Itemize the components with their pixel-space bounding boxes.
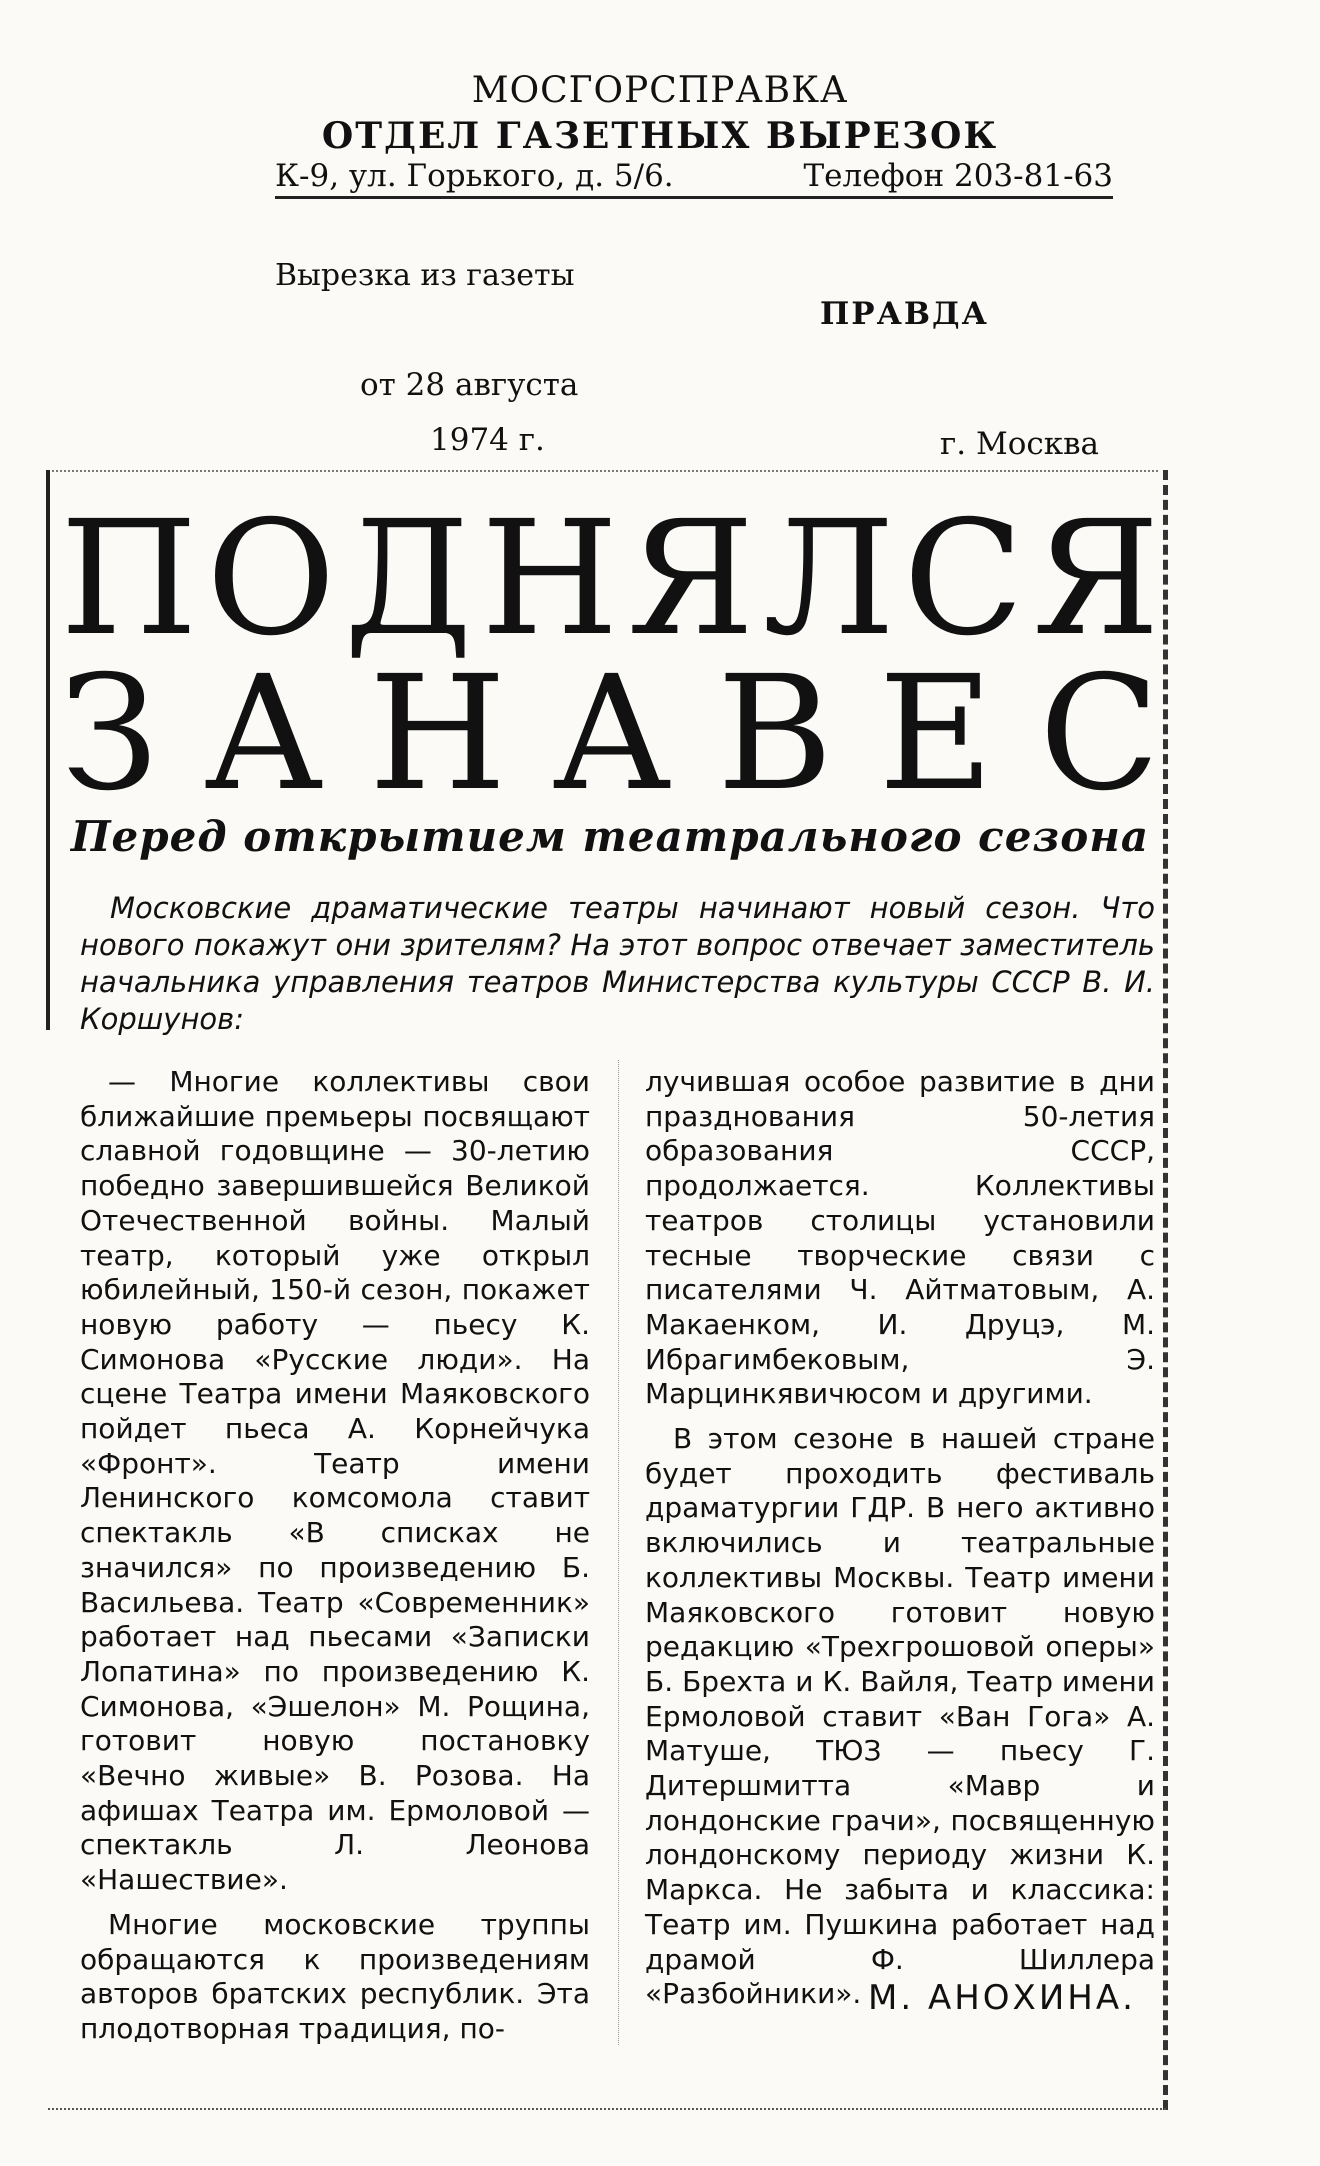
clipping-year: 1974 г.	[430, 422, 545, 458]
headline-letter: П	[60, 487, 198, 671]
top-cut-line	[48, 470, 1158, 474]
headline-letter: Я	[626, 487, 755, 671]
column-divider	[618, 1060, 619, 2045]
headline-letter: О	[206, 487, 336, 671]
right-cut-line	[1163, 470, 1168, 2110]
headline-letter: Д	[344, 487, 473, 671]
service-name: МОСГОРСПРАВКА	[471, 70, 849, 111]
headline-letter: Н	[480, 487, 619, 671]
paragraph: — Многие коллективы свои ближайшие премьеры посвящают славной годовщине — 30-летию победно завершившейся Великой Отечественной войны. Малый театр, который уже открыл юбилейный, 150-й сезон, покажет новую работу — пьесу К. Симонова «Русские люди». На сцене Театра имени Маяковского пойдет пьеса А. Корнейчука «Фронт». Театр имени Ленинского комсомола ставит спектакль «В списках не значился» по произведению Б. Васильева. Театр «Современник» работает над пьесами «Записки Лопатина» по произведению К. Симонова, «Эшелон» М. Рощина, готовит новую постановку «Вечно живые» В. Розова. На афишах Театра им. Ермоловой — спектакль Л. Леонова «Нашествие».	[80, 1065, 590, 1897]
headline-line-1	[60, 487, 1160, 671]
headline-letter: Н	[368, 642, 507, 826]
headline-letter: Л	[762, 487, 895, 671]
paragraph: В этом сезоне в нашей стране будет проходить фестиваль драматургии ГДР. В него активно включились и театральные коллективы Москвы. Театр имени Маяковского готовит новую редакцию «Трехгрошовой оперы» Б. Брехта и К. Вайля, Театр имени Ермоловой ставит «Ван Гога» А. Матуше, ТЮЗ — пьесу Г. Дитершмитта «Мавр и лондонские грачи», посвященную лондонскому периоду жизни К. Маркса. Не забыта и классика: Театр им. Пушкина работает над драмой Ф. Шиллера «Разбойники».	[645, 1422, 1155, 2011]
clipping-label: Вырезка из газеты	[275, 258, 575, 293]
headline-letter: Я	[1032, 487, 1160, 671]
newspaper-name: ПРАВДА	[820, 296, 989, 332]
clipping-date: от 28 августа	[360, 367, 579, 403]
headline-letter: З	[60, 642, 159, 826]
address-line	[275, 158, 1113, 199]
address: К-9, ул. Горького, д. 5/6.	[275, 158, 674, 194]
bottom-cut-line	[48, 2108, 1166, 2110]
headline-letter: С	[1039, 642, 1160, 826]
headline-letter: А	[203, 642, 324, 826]
phone: Телефон 203-81-63	[803, 158, 1113, 194]
article-subheadline: Перед открытием театрального сезона	[70, 812, 1150, 861]
article-lead: Московские драматические театры начинают новый сезон. Что нового покажут они зрителям? На этот вопрос отвечает заместитель начальника управления театров Министерства культуры СССР В. И. Коршунов:	[80, 891, 1155, 1036]
headline-letter: Е	[878, 642, 994, 826]
department-name: ОТДЕЛ ГАЗЕТНЫХ ВЫРЕЗОК	[321, 115, 999, 157]
clipping-city: г. Москва	[940, 426, 1100, 462]
article-column-right	[645, 1065, 1155, 2022]
headline-letter: А	[551, 642, 672, 826]
headline-letter: С	[903, 487, 1025, 671]
article-column-left	[80, 1065, 590, 2057]
headline-letter: В	[716, 642, 834, 826]
clipping-service-header	[0, 70, 1320, 157]
author-signature: М. АНОХИНА.	[868, 1978, 1136, 2018]
left-border-rule	[46, 470, 50, 1030]
paragraph: Многие московские труппы обращаются к произведениям авторов братских республик. Эта плодотворная традиция, по-	[80, 1907, 590, 2045]
paragraph: лучившая особое развитие в дни празднования 50-летия образования СССР, продолжается. Коллективы театров столицы установили тесные творческие связи с писателями Ч. Айтматовым, А. Макаенком, И. Друцэ, М. Ибрагимбековым, Э. Марцинкявичюсом и другими.	[645, 1065, 1155, 1411]
headline-line-2	[60, 642, 1160, 826]
